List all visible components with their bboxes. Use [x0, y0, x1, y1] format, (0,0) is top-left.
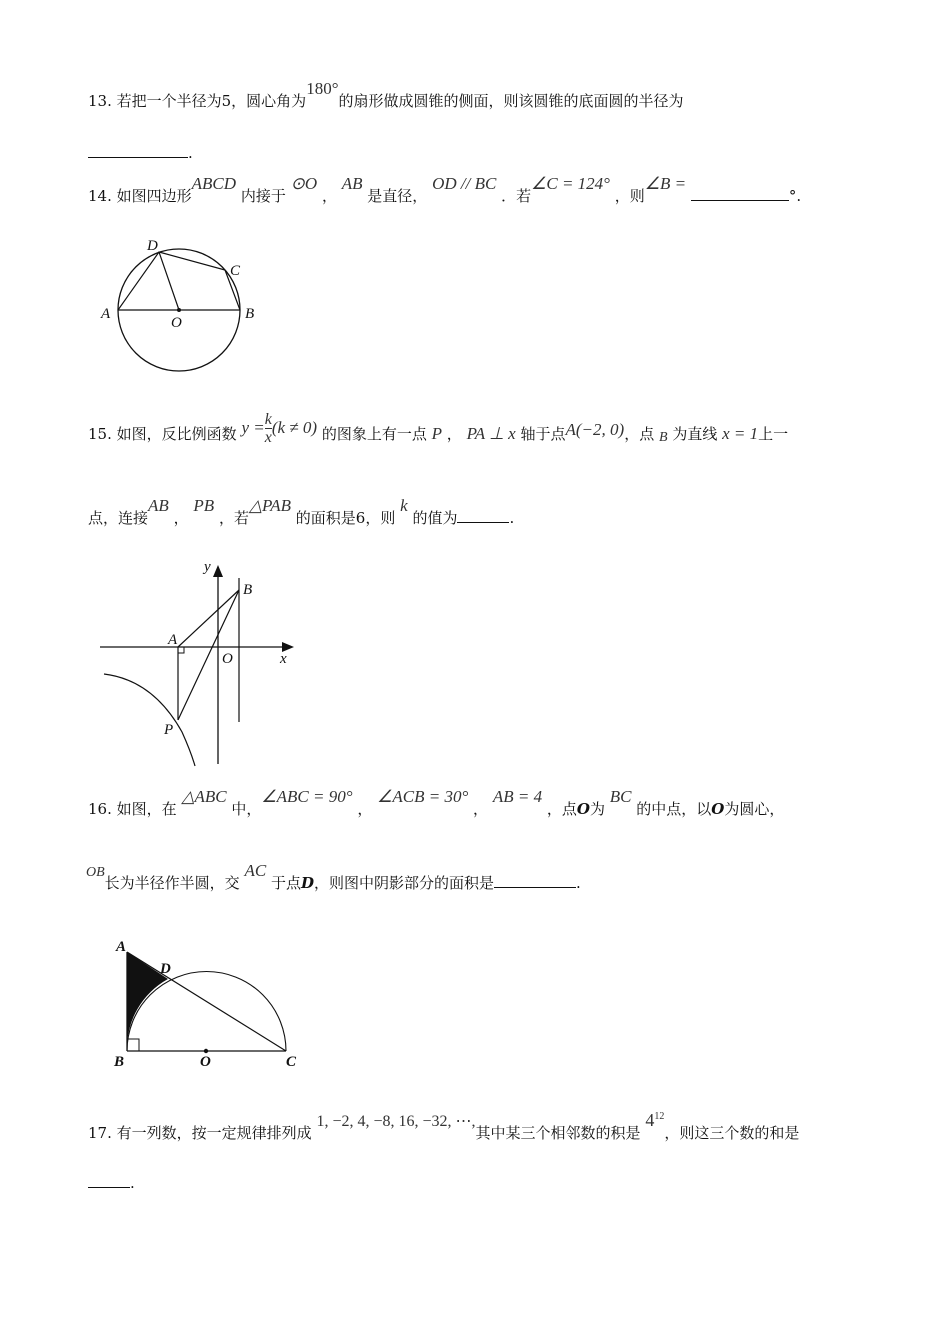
q16-center-dot: [204, 1049, 208, 1053]
q15-frac-num: k: [264, 411, 272, 428]
q14-center-dot: [177, 308, 181, 312]
q14-quad-sides: [118, 252, 240, 310]
q14-t2: 内接于: [240, 187, 286, 205]
q14-label-a: A: [101, 306, 111, 322]
q15-l2d: 的面积是6，则: [295, 509, 396, 527]
q17-t3: ，则这三个数的和是: [664, 1124, 800, 1142]
q13-line2: [88, 142, 193, 164]
q15-segment-ab: [178, 590, 239, 647]
q14-angle-c: ∠C = 124°: [531, 174, 610, 193]
q15-perp: PA ⊥ x: [466, 424, 516, 443]
q16-o2: O: [711, 800, 725, 818]
q17-power: [645, 1110, 664, 1130]
q15-func-cond: (k ≠ 0): [271, 418, 318, 437]
q16-t7: 的中点，以: [636, 800, 712, 818]
q15-point-a: A(−2, 0): [565, 420, 625, 439]
q15-line-eq: x = 1: [722, 424, 759, 443]
q13-text-post: 的扇形做成圆锥的侧面，则该圆锥的底面圆的半径为: [338, 92, 684, 110]
q14-t3: ，: [321, 187, 337, 205]
q15-t7: 上一: [758, 425, 789, 443]
q14-label-b: B: [245, 306, 255, 322]
q15-figure: [98, 552, 308, 772]
q17-line1: [88, 1110, 800, 1145]
q13-line1: [88, 79, 684, 112]
q16-t5: ，点: [546, 800, 577, 818]
q16-l2c: ，则图中阴影部分的面积是: [314, 874, 495, 892]
q15-func-y: y =: [241, 418, 265, 437]
q17-answer-blank[interactable]: [88, 1173, 130, 1188]
q16-t8: 为圆心，: [724, 800, 785, 818]
q16-o: O: [576, 800, 590, 818]
q16-right-angle-mark: [127, 1039, 139, 1051]
q15-end: .: [509, 509, 515, 527]
q15-l2e: 的值为: [412, 509, 458, 527]
q16-t4: ，: [473, 800, 489, 818]
q17-number: 17.: [88, 1124, 112, 1142]
q15-label-o: O: [222, 651, 233, 667]
q14-quad: ABCD: [191, 174, 237, 193]
q16-segment-ac: [127, 952, 286, 1051]
q17-end: .: [130, 1174, 135, 1192]
q16-t1: 如图，在: [116, 800, 177, 818]
q15-tri: △PAB: [248, 496, 291, 515]
q13-number: 13.: [88, 92, 112, 110]
q14-answer-blank[interactable]: [691, 186, 789, 201]
q15-t1: 如图，反比例函数: [116, 425, 237, 443]
q14-t4: 是直径，: [367, 187, 428, 205]
q17-sequence: 1, −2, 4, −8, 16, −32, ⋯,: [316, 1113, 476, 1130]
q15-l2b: ，: [173, 509, 189, 527]
q15-fraction: [265, 412, 272, 446]
q14-t5: ．若: [501, 187, 532, 205]
q15-number: 15.: [88, 425, 112, 443]
q15-line2: [88, 496, 515, 529]
q15-y-arrow: [213, 565, 223, 577]
q14-label-d: D: [147, 238, 158, 254]
q16-ab: AB = 4: [492, 787, 543, 806]
q16-ob: OB: [86, 865, 105, 880]
q16-label-a: A: [116, 939, 127, 955]
q17-t2: 其中某三个相邻数的积是: [475, 1124, 641, 1142]
q16-l2b: 于点: [270, 874, 301, 892]
q14-segment-od: [159, 252, 179, 310]
q16-tri: △ABC: [181, 787, 227, 806]
q16-answer-blank[interactable]: [494, 873, 576, 888]
q13-answer-blank[interactable]: [88, 143, 188, 158]
q14-para: OD // BC: [432, 174, 497, 193]
q14-t1: 如图四边形: [116, 187, 192, 205]
q15-frac-den: x: [264, 429, 272, 446]
q15-label-a: A: [168, 632, 178, 648]
q15-label-p: P: [164, 722, 174, 738]
q15-right-angle-mark: [178, 647, 184, 653]
q14-ab: AB: [341, 174, 363, 193]
q15-line1: [88, 411, 789, 452]
q15-l2a: 点，连接: [88, 509, 149, 527]
q15-answer-blank[interactable]: [457, 508, 509, 523]
q16-label-o: O: [200, 1054, 211, 1070]
q14-end: °.: [788, 187, 802, 205]
q16-t3: ，: [357, 800, 373, 818]
q14-line1: [88, 174, 802, 207]
q13-angle: 180°: [306, 79, 339, 98]
q14-angle-b: ∠B =: [644, 174, 687, 193]
q15-t5: ，点: [624, 425, 655, 443]
q16-label-d: D: [160, 961, 171, 977]
q14-number: 14.: [88, 187, 112, 205]
q15-pb: PB: [193, 496, 215, 515]
q13-end: .: [188, 144, 193, 162]
q15-k: k: [400, 496, 408, 515]
q16-bc: BC: [609, 787, 632, 806]
q16-line2: [86, 861, 581, 896]
q14-label-c: C: [230, 263, 241, 279]
q16-end: .: [576, 874, 581, 892]
q16-label-c: C: [286, 1054, 297, 1070]
q15-t6: 为直线: [672, 425, 718, 443]
q16-number: 16.: [88, 800, 112, 818]
q16-t2: 中，: [231, 800, 262, 818]
q17-t1: 有一列数，按一定规律排列成: [116, 1124, 312, 1142]
q16-angle-abc: ∠ABC = 90°: [261, 787, 353, 806]
q14-figure: [95, 230, 270, 375]
q14-label-o: O: [171, 315, 182, 331]
q16-d: D: [301, 874, 315, 892]
q17-line2: [88, 1172, 135, 1194]
q16-label-b: B: [114, 1054, 125, 1070]
q15-hyperbola: [104, 674, 195, 766]
q14-t6: ，则: [614, 187, 645, 205]
q16-line1: [88, 787, 785, 820]
q16-ac: AC: [244, 861, 267, 880]
q15-t4: 轴于点: [520, 425, 566, 443]
q15-label-y: y: [204, 559, 211, 575]
q17-exp: 12: [654, 1111, 665, 1122]
q15-b: B: [658, 430, 668, 445]
q16-t6: 为: [589, 800, 605, 818]
q13-text-pre: 若把一个半径为5，圆心角为: [116, 92, 307, 110]
q15-t2: 的图象上有一点: [321, 425, 427, 443]
q14-circle: ⊙O: [290, 174, 318, 193]
q15-label-b: B: [243, 582, 253, 598]
q15-l2c: ，若: [218, 509, 249, 527]
q15-t3: ，: [446, 425, 462, 443]
q16-l2a: 长为半径作半圆，交: [104, 874, 240, 892]
q15-ab: AB: [148, 496, 169, 515]
q15-label-x: x: [280, 651, 287, 667]
q16-figure: [108, 935, 308, 1075]
q16-angle-acb: ∠ACB = 30°: [377, 787, 469, 806]
q15-p: P: [431, 424, 442, 443]
q17-base: 4: [645, 1110, 655, 1130]
